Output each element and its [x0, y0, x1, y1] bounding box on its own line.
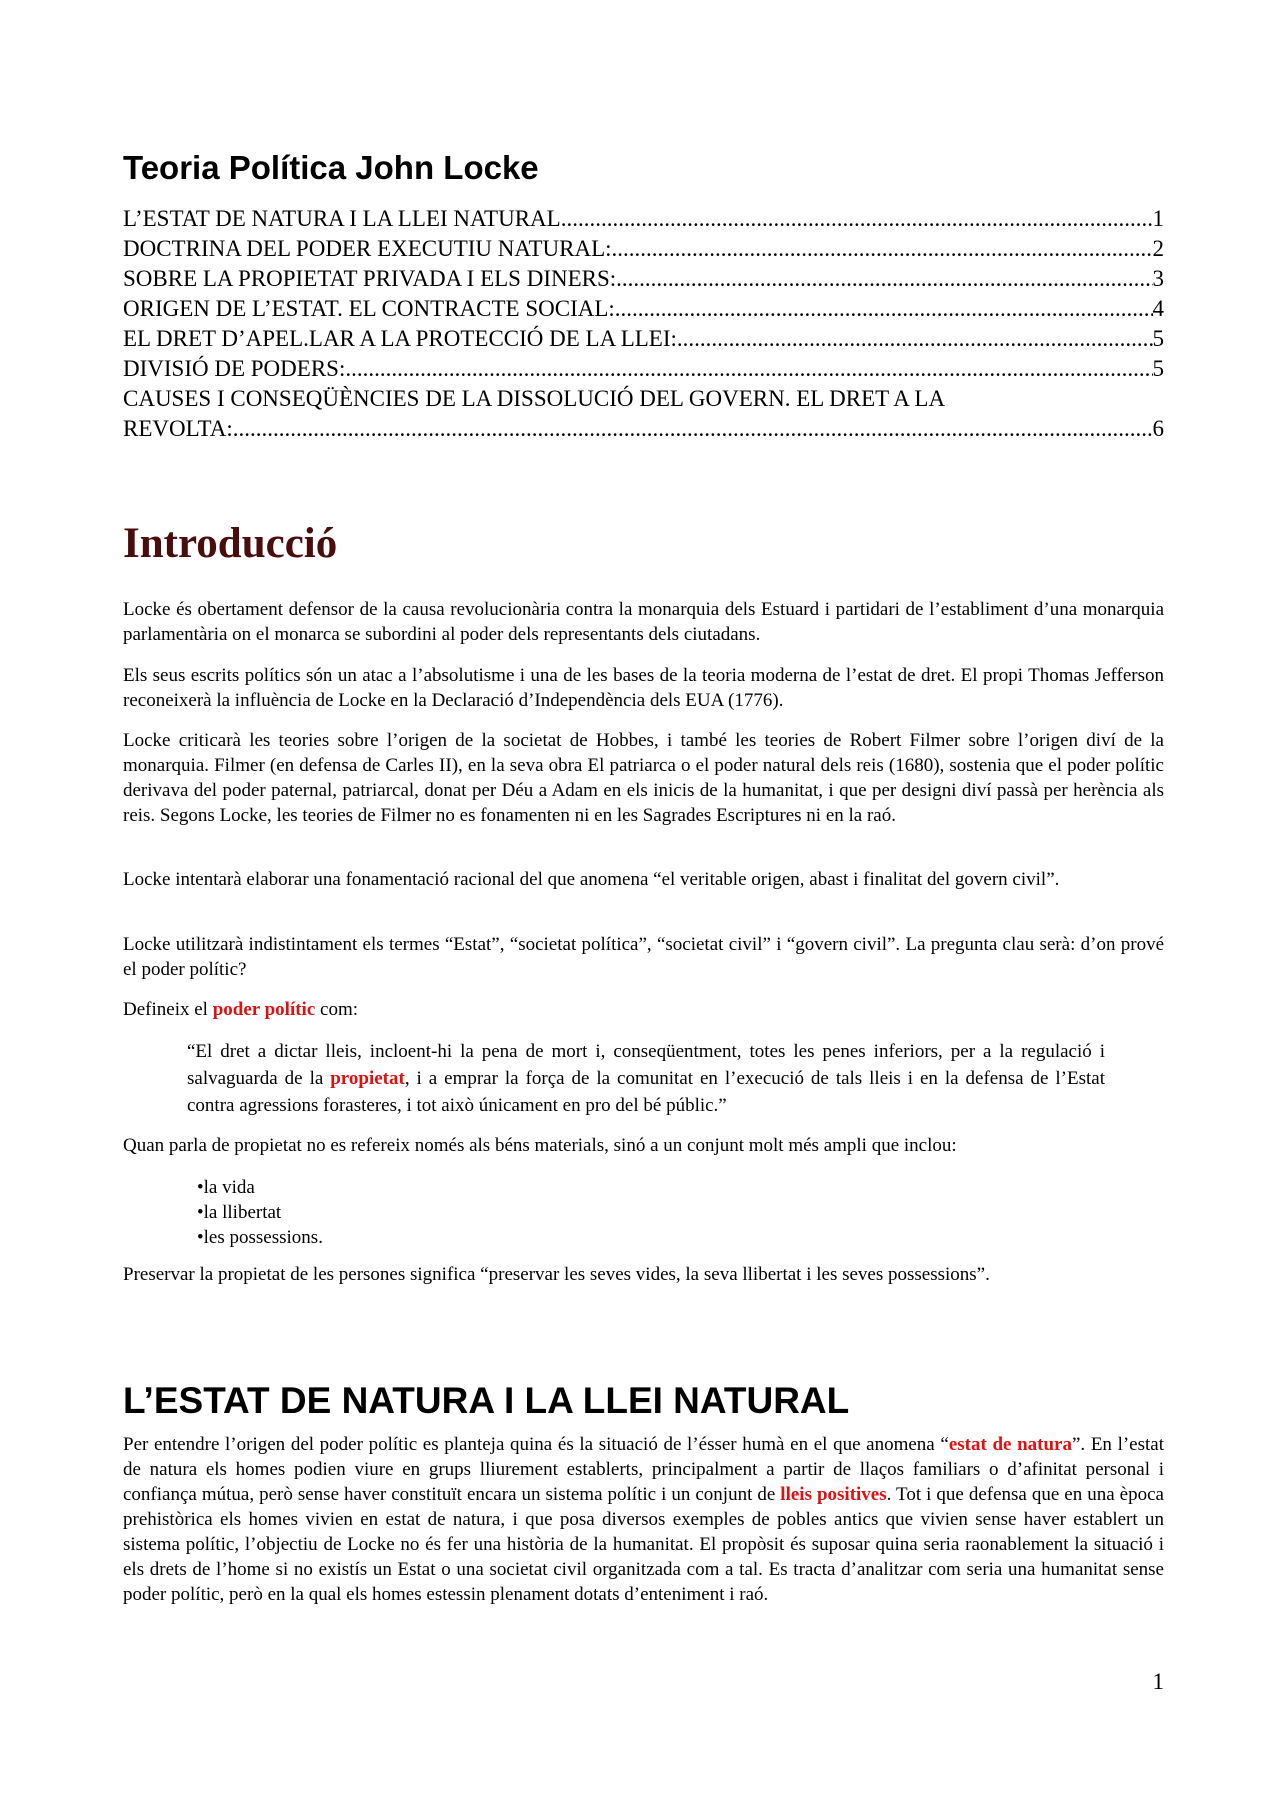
- toc-leader-dots: [615, 294, 1153, 324]
- toc-entry-label: CAUSES I CONSEQÜÈNCIES DE LA DISSOLUCIÓ DEL GOVERN. EL DRET A LA: [123, 386, 946, 411]
- toc-entry-label: DIVISIÓ DE PODERS:: [123, 356, 346, 381]
- toc-entry[interactable]: [123, 324, 1164, 354]
- intro-heading: Introducció: [123, 520, 338, 567]
- table-of-contents: [123, 204, 1164, 444]
- toc-entry-page: 3: [1152, 266, 1164, 291]
- section-heading: L’ESTAT DE NATURA I LA LLEI NATURAL: [123, 1380, 850, 1421]
- paragraph: Locke és obertament defensor de la causa revolucionària contra la monarquia dels Estuard i partidari de l’establiment d’una monarquia parlamentària on el monarca se subordini al poder dels representants dels ciutadans.: [123, 599, 1164, 645]
- paragraph: Preservar la propietat de les persones significa “preservar les seves vides, la seva llibertat i les seves possessions”.: [123, 1264, 990, 1285]
- toc-entry[interactable]: [123, 234, 1164, 264]
- page-number: 1: [1152, 1669, 1164, 1694]
- toc-entry-label: EL DRET D’APEL.LAR A LA PROTECCIÓ DE LA LLEI:: [123, 326, 677, 351]
- highlighted-term: lleis positives: [780, 1484, 887, 1505]
- toc-leader-dots: [345, 354, 1152, 384]
- toc-leader-dots: [561, 204, 1153, 234]
- toc-leader-dots: [233, 414, 1153, 444]
- toc-entry-label-continued: REVOLTA:: [123, 416, 233, 441]
- paragraph: Els seus escrits polítics són un atac a l’absolutisme i una de les bases de la teoria moderna de l’estat de dret. El propi Thomas Jefferson reconeixerà la influència de Locke en la Declaració d’Independència dels EUA (1776).: [123, 665, 1164, 711]
- toc-entry-page: 6: [1152, 416, 1164, 441]
- toc-entry[interactable]: [123, 204, 1164, 234]
- paragraph: Per entendre l’origen del poder polític es planteja quina és la situació de l’ésser humà en el que anomena “estat de natura”. En l’estat de natura els homes podien viure en grups lliurement establerts, principalment a partir de llaços familiars o d’afinitat personal i confiança mútua, però sense haver constituït encara un sistema polític i un conjunt de lleis positives. Tot i que defensa que en una època prehistòrica els homes vivien en estat de natura, i que posa diversos exemples de pobles antics que vivien sense haver establert un sistema polític, l’objectiu de Locke no és fer una història de la humanitat. El propòsit és suposar quina seria raonablement la situació i els drets de l’home si no existís un Estat o una societat civil organitzada com a tal. Es tracta d’analitzar com seria una humanitat sense poder polític, però en la qual els homes estessin plenament dotats d’enteniment i raó.: [123, 1434, 1164, 1605]
- toc-entry-label: ORIGEN DE L’ESTAT. EL CONTRACTE SOCIAL:: [123, 296, 615, 321]
- toc-entry[interactable]: [123, 384, 1164, 444]
- document-title: Teoria Política John Locke: [123, 149, 539, 186]
- paragraph: Defineix el poder polític com:: [123, 999, 359, 1020]
- list-item: •la vida: [197, 1177, 255, 1198]
- toc-entry-page: 5: [1152, 326, 1164, 351]
- toc-entry[interactable]: [123, 294, 1164, 324]
- toc-entry-label: L’ESTAT DE NATURA I LA LLEI NATURAL: [123, 206, 561, 231]
- paragraph: Locke utilitzarà indistintament els termes “Estat”, “societat política”, “societat civil” i “govern civil”. La pregunta clau serà: d’on prové el poder polític?: [123, 934, 1164, 980]
- paragraph: Quan parla de propietat no es refereix només als béns materials, sinó a un conjunt molt més ampli que inclou:: [123, 1135, 957, 1156]
- toc-entry-label: SOBRE LA PROPIETAT PRIVADA I ELS DINERS:: [123, 266, 617, 291]
- bullet-list: [197, 1175, 323, 1250]
- highlighted-term: poder polític: [212, 999, 316, 1020]
- toc-leader-dots: [677, 324, 1153, 354]
- toc-entry[interactable]: [123, 354, 1164, 384]
- toc-entry-page: 1: [1152, 206, 1164, 231]
- list-item: •les possessions.: [197, 1227, 323, 1248]
- toc-leader-dots: [616, 264, 1152, 294]
- block-quote: “El dret a dictar lleis, incloent-hi la pena de mort i, conseqüentment, totes les penes inferiors, per a la regulació i salvaguarda de la propietat, i a emprar la força de la comunitat en l’execució de tals lleis i en la defensa de l’Estat contra agressions forasteres, i tot això únicament en pro del bé públic.”: [187, 1041, 1105, 1116]
- highlighted-term: estat de natura: [948, 1434, 1072, 1455]
- toc-entry-label: DOCTRINA DEL PODER EXECUTIU NATURAL:: [123, 236, 612, 261]
- highlighted-term: propietat: [330, 1068, 405, 1089]
- toc-leader-dots: [612, 234, 1153, 264]
- paragraph: Locke criticarà les teories sobre l’origen de la societat de Hobbes, i també les teories de Robert Filmer sobre l’origen diví de la monarquia. Filmer (en defensa de Carles II), en la seva obra El patriarca o el poder natural dels reis (1680), sostenia que el poder polític derivava del poder paternal, patriarcal, donat per Déu a Adam en els inicis de la humanitat, i que per designi diví passà per herència als reis. Segons Locke, les teories de Filmer no es fonamenten ni en les Sagrades Escriptures ni en la raó.: [123, 730, 1164, 826]
- paragraph: Locke intentarà elaborar una fonamentació racional del que anomena “el veritable origen, abast i finalitat del govern civil”.: [123, 869, 1060, 890]
- list-item: •la llibertat: [197, 1202, 282, 1223]
- toc-entry-page: 5: [1152, 356, 1164, 381]
- toc-entry-page: 4: [1152, 296, 1164, 321]
- toc-entry-page: 2: [1152, 236, 1164, 261]
- toc-entry[interactable]: [123, 264, 1164, 294]
